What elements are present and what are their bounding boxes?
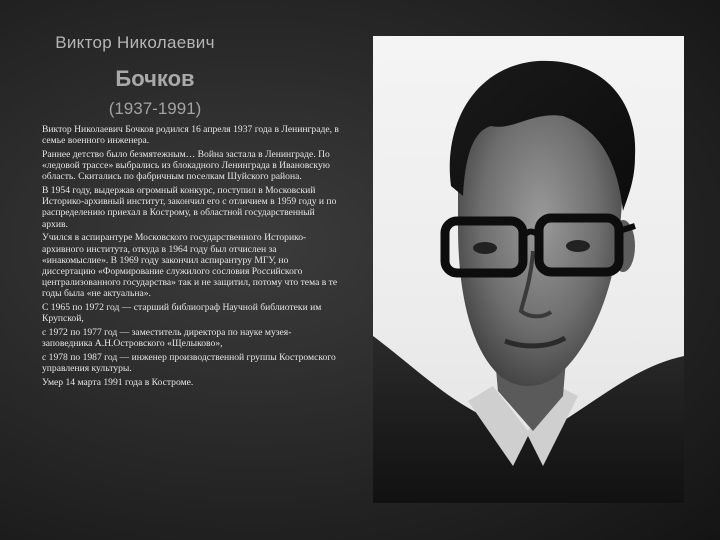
title-first-names: Виктор Николаевич: [55, 33, 215, 52]
portrait-illustration: [373, 36, 684, 503]
title-surname: Бочков: [115, 66, 195, 91]
bio-paragraph: с 1978 по 1987 год — инженер производственной группы Костромского управления культуры.: [42, 351, 336, 375]
bio-paragraph: В 1954 году, выдержав огромный конкурс, поступил в Московский Историко-архивный институт, закончил его с отличием в 1959 году и по распределению приехал в Кострому, в областной государственный архив.: [42, 185, 337, 230]
bio-paragraph: с 1972 по 1977 год — заместитель директора по науке музея-заповедника А.Н.Островского «Щелыково»,: [42, 326, 292, 350]
left-eye-shape: [473, 242, 497, 254]
bio-paragraph: Виктор Николаевич Бочков родился 16 апреля 1937 года в Ленинграде, в семье военного инженера.: [42, 124, 339, 147]
bio-paragraph: Учился в аспирантуре Московского государственного Историко-архивного института, откуда в 1964 году был отчислен за «инакомыслие». В 1969 году закончил аспирантуру МГУ, но диссертацию «Формирование служилого сословия Российского централизованного государства» так и не защитил, потому что тема в те годы была «не актуальна».: [42, 232, 338, 300]
bio-paragraph: Умер 14 марта 1991 года в Костроме.: [42, 376, 194, 388]
portrait-photo: [373, 36, 684, 503]
bio-paragraph: С 1965 по 1972 год — старший библиограф Научной библиотеки им Крупской,: [42, 302, 322, 325]
bio-paragraph: Раннее детство было безмятежным… Война застала в Ленинграде. По «ледовой трассе» выбрались из блокадного Ленинграда в Ивановскую область. Скитались по фабричным поселкам Шуйского района.: [42, 148, 330, 183]
biography-text: [42, 124, 340, 390]
title-years: (1937-1991): [108, 99, 202, 118]
title-block: [0, 32, 270, 120]
right-eye-shape: [566, 240, 590, 252]
